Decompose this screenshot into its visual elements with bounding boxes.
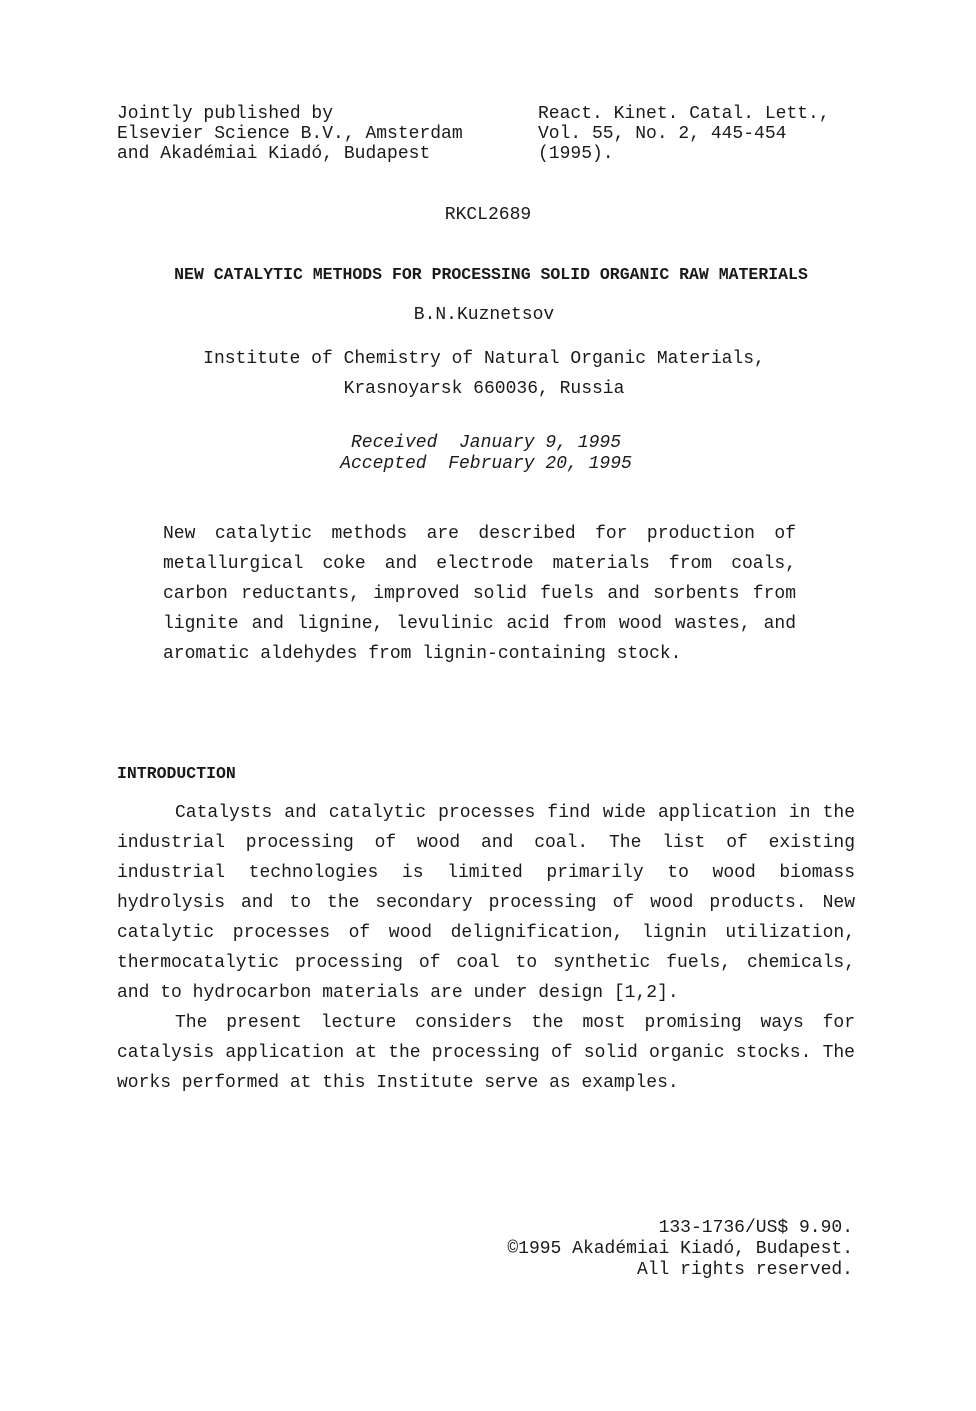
journal-citation xyxy=(538,104,830,164)
abstract: New catalytic methods are described for production of metallurgical coke and electrode materials from coals, carbon reductants, improved solid fuels and sorbents from lignite and lignine, levulinic acid from wood wastes, and aromatic aldehydes from lignin-containing stock. xyxy=(163,524,796,664)
publisher-line: Jointly published by xyxy=(117,104,334,124)
copyright-notice: ©1995 Akadémiai Kiadó, Budapest. xyxy=(507,1239,853,1259)
copyright-footer xyxy=(507,1218,853,1281)
submission-dates xyxy=(0,433,972,475)
affiliation-institute: Institute of Chemistry of Natural Organic Materials, xyxy=(203,349,765,369)
publisher-line: and Akadémiai Kiadó, Budapest xyxy=(117,144,431,164)
publisher-line: Elsevier Science B.V., Amsterdam xyxy=(117,124,463,144)
publisher-info xyxy=(117,104,463,164)
intro-paragraph-2: The present lecture considers the most promising ways for catalysis application at the processing of solid organic stocks. The works performed at this Institute serve as examples. xyxy=(117,1013,855,1093)
introduction-body xyxy=(117,798,855,1098)
section-heading-introduction: INTRODUCTION xyxy=(117,764,236,783)
affiliation xyxy=(0,344,968,404)
article-code: RKCL2689 xyxy=(444,205,532,225)
intro-paragraph-1: Catalysts and catalytic processes find wide application in the industrial processing of wood and coal. The list of existing industrial technologies is limited primarily to wood biomass hydrolysis and to the secondary processing of wood products. New catalytic processes of wood delignification, lignin utilization, thermocatalytic processing of coal to synthetic fuels, chemicals, and to hydrocarbon materials are under design [1,2]. xyxy=(117,803,855,1003)
citation-line: React. Kinet. Catal. Lett., xyxy=(538,104,830,124)
paper-title: NEW CATALYTIC METHODS FOR PROCESSING SOLID ORGANIC RAW MATERIALS xyxy=(174,265,808,284)
citation-line: (1995). xyxy=(538,144,614,164)
rights-notice: All rights reserved. xyxy=(636,1260,853,1280)
accepted-date: Accepted February 20, 1995 xyxy=(340,454,632,474)
price-code: 133-1736/US$ 9.90. xyxy=(658,1218,853,1238)
received-date: Received January 9, 1995 xyxy=(350,433,622,453)
author-name: B.N.Kuznetsov xyxy=(413,305,555,325)
citation-line: Vol. 55, No. 2, 445-454 xyxy=(538,124,787,144)
affiliation-location: Krasnoyarsk 660036, Russia xyxy=(343,379,625,399)
